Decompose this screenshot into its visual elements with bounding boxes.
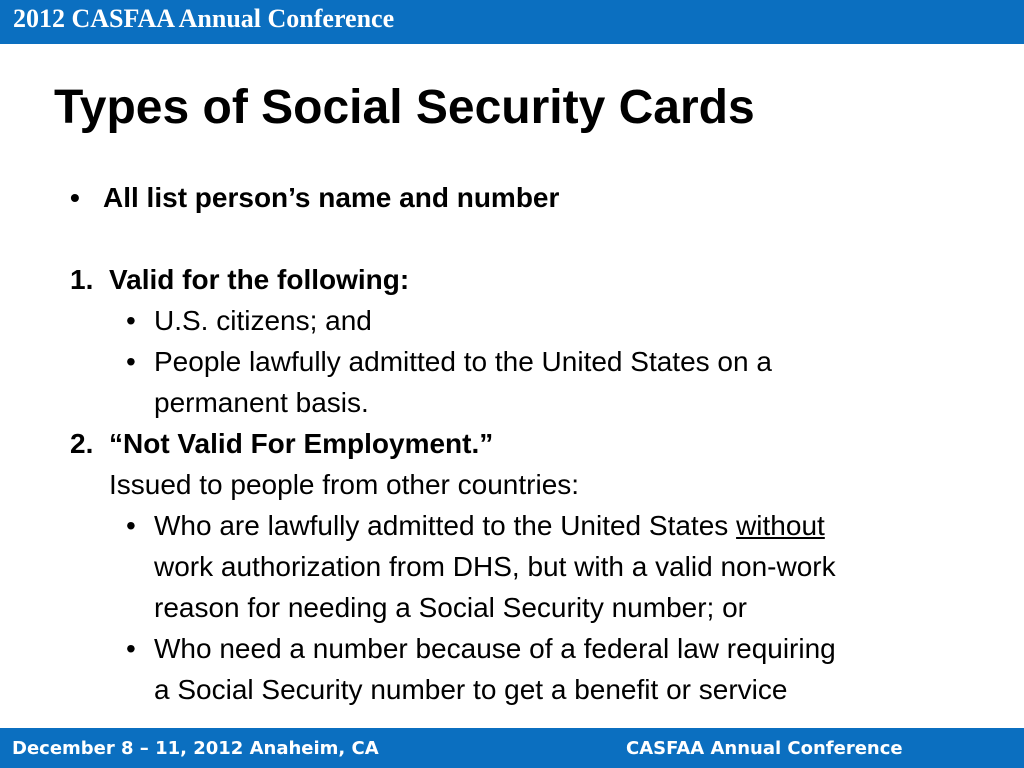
item2-bullet1-line1 bbox=[154, 509, 825, 543]
item1-number: 1. bbox=[70, 264, 94, 295]
item2-number: 2. bbox=[70, 428, 94, 459]
header-title: 2012 CASFAA Annual Conference bbox=[13, 4, 395, 33]
footer-date-location: December 8 – 11, 2012 Anaheim, CA bbox=[12, 738, 379, 759]
item2-bullet2-line2: a Social Security number to get a benefit or service bbox=[154, 674, 788, 705]
bullet-marker: • bbox=[126, 510, 136, 541]
item1-bullet-citizens: U.S. citizens; and bbox=[154, 305, 372, 336]
bullet-marker: • bbox=[126, 633, 136, 664]
item2-bullet1-text: Who are lawfully admitted to the United States bbox=[154, 510, 737, 541]
intro-bullet: All list person’s name and number bbox=[103, 182, 560, 213]
item2-bullet1-line3: reason for needing a Social Security number; or bbox=[154, 592, 747, 623]
without-emphasis: without bbox=[736, 510, 825, 541]
item2-heading: “Not Valid For Employment.” bbox=[109, 428, 494, 459]
item2-bullet2-line1: Who need a number because of a federal law requiring bbox=[154, 633, 836, 664]
slide-title: Types of Social Security Cards bbox=[54, 81, 755, 134]
item1-bullet-lawful-cont: permanent basis. bbox=[154, 387, 369, 418]
bullet-marker: • bbox=[126, 305, 136, 336]
footer-conference-name: CASFAA Annual Conference bbox=[626, 738, 903, 759]
item1-heading: Valid for the following: bbox=[109, 264, 410, 295]
item1-bullet-lawful: People lawfully admitted to the United States on a bbox=[154, 346, 772, 377]
bullet-marker: • bbox=[70, 182, 80, 213]
item2-bullet1-line2: work authorization from DHS, but with a valid non-work bbox=[154, 551, 836, 582]
footer-bar bbox=[0, 728, 1024, 768]
bullet-marker: • bbox=[126, 346, 136, 377]
item2-subheading: Issued to people from other countries: bbox=[109, 469, 580, 500]
